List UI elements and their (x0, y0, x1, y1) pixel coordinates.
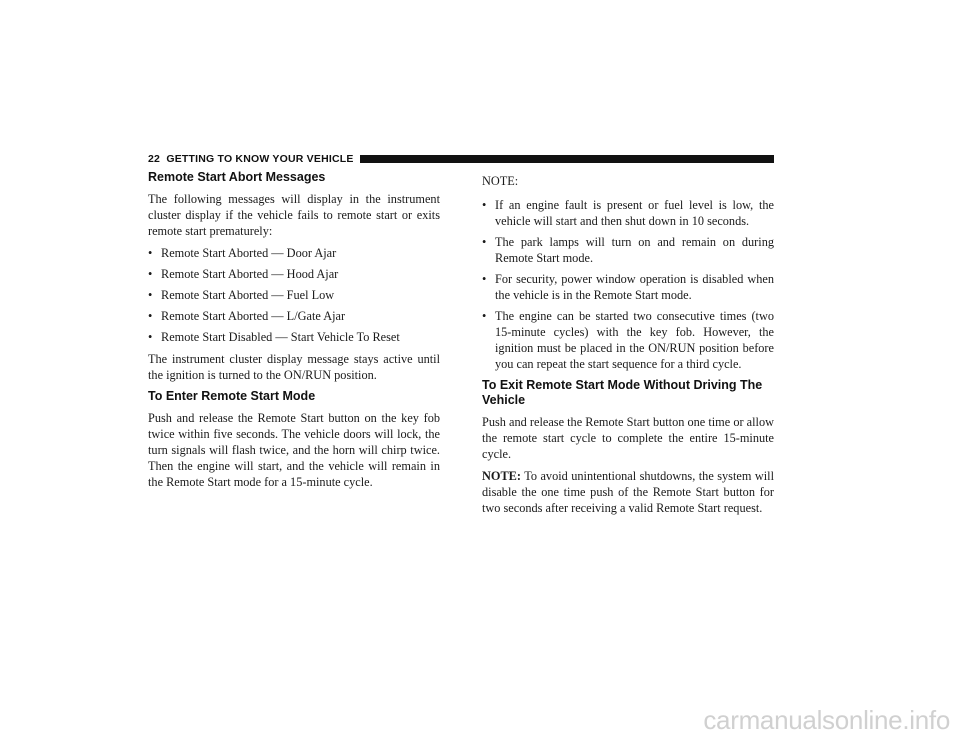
right-column (482, 170, 774, 522)
header-text (148, 153, 360, 165)
page-number: 22 (148, 153, 161, 165)
final-note-label: NOTE: (482, 469, 521, 483)
abort-heading: Remote Start Abort Messages (148, 170, 326, 184)
enter-heading: To Enter Remote Start Mode (148, 389, 316, 403)
abort-intro: The following messages will display in the instrument cluster display if the vehicle fails to remote start or exits remote start prematurely: (148, 192, 440, 238)
section-title: GETTING TO KNOW YOUR VEHICLE (166, 153, 354, 165)
bullet-icon: • (482, 235, 487, 249)
exit-body: Push and release the Remote Start button one time or allow the remote start cycle to complete the entire 15-minute cycle. (482, 415, 774, 461)
bullet-icon: • (482, 198, 487, 212)
list-item: • The park lamps will turn on and remain on during Remote Start mode. (482, 235, 774, 265)
exit-heading: To Exit Remote Start Mode Without Driving The Vehicle (482, 378, 763, 407)
list-item: • For security, power window operation is disabled when the vehicle is in the Remote Start mode. (482, 272, 774, 302)
list-item: • If an engine fault is present or fuel level is low, the vehicle will start and then shut down in 10 seconds. (482, 198, 774, 228)
bullet-icon: • (148, 267, 153, 281)
enter-body: Push and release the Remote Start button on the key fob twice within five seconds. The vehicle doors will lock, the turn signals will flash twice, and the horn will chirp twice. Then the engine will start, and the vehicle will remain in the Remote Start mode for a 15-minute cycle. (148, 411, 440, 489)
list-item: • The engine can be started two consecutive times (two 15-minute cycles) with the key fob. However, the ignition must be placed in the ON/RUN position before you can repeat the start sequence for a third cycle. (482, 309, 774, 371)
page-header (148, 154, 774, 164)
final-note-body: To avoid unintentional shutdowns, the system will disable the one time push of the Remote Start button for two seconds after receiving a valid Remote Start request. (482, 469, 774, 515)
bullet-icon: • (482, 272, 487, 286)
bullet-icon: • (148, 288, 153, 302)
list-item: • Remote Start Aborted — Door Ajar (148, 246, 337, 260)
note-list (482, 197, 774, 372)
header-rule (360, 155, 774, 163)
list-item: • Remote Start Aborted — Hood Ajar (148, 267, 339, 281)
abort-outro: The instrument cluster display message stays active until the ignition is turned to the ON/RUN position. (148, 352, 440, 382)
left-column (148, 170, 440, 496)
final-note (482, 468, 774, 516)
list-item: • Remote Start Aborted — Fuel Low (148, 288, 335, 302)
bullet-icon: • (148, 330, 153, 344)
watermark: carmanualsonline.info (703, 705, 950, 735)
note-label: NOTE: (482, 174, 519, 188)
bullet-icon: • (148, 309, 153, 323)
list-item: • Remote Start Aborted — L/Gate Ajar (148, 309, 346, 323)
abort-message-list (148, 245, 440, 345)
bullet-icon: • (482, 309, 487, 323)
list-item: • Remote Start Disabled — Start Vehicle To Reset (148, 330, 400, 344)
bullet-icon: • (148, 246, 153, 260)
